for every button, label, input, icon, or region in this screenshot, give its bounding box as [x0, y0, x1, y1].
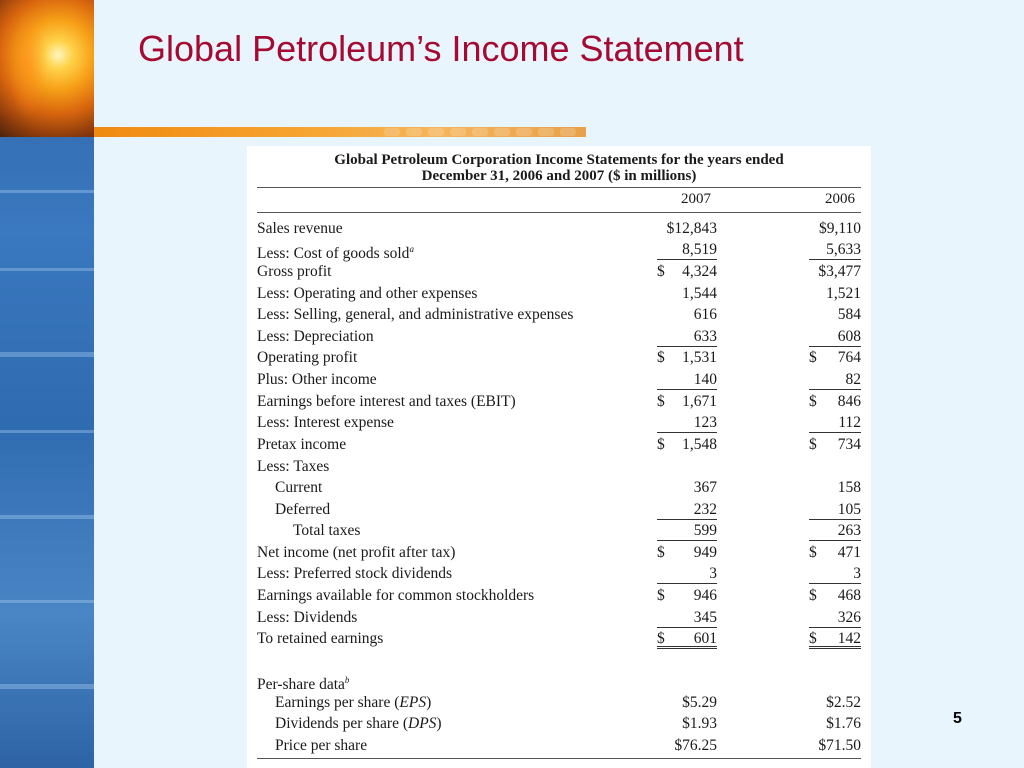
column-header-2007: 2007: [681, 191, 711, 207]
currency-sign: $: [809, 630, 817, 647]
value-2006: [809, 261, 861, 282]
statement-row: [247, 369, 871, 390]
cell-value: 3: [709, 565, 717, 582]
statement-row: [247, 283, 871, 304]
cell-value: $2.52: [826, 694, 861, 711]
statement-row: [247, 347, 871, 368]
row-label-text: To retained earnings: [257, 630, 384, 647]
cell-value: $5.29: [682, 694, 717, 711]
value-2006: [809, 670, 861, 691]
statement-row: [247, 628, 871, 649]
cell-value: 140: [693, 371, 717, 388]
value-2006: [809, 412, 861, 433]
row-label-text: Less: Taxes: [257, 458, 330, 475]
row-label-text: Total taxes: [293, 522, 361, 539]
row-label-text: Less: Operating and other expenses: [257, 285, 478, 302]
cell-value: 367: [693, 479, 717, 496]
value-2007: [657, 434, 717, 455]
cell-value: 1,521: [826, 285, 861, 302]
value-2006: [809, 520, 861, 541]
row-label-abbrev: DPS: [408, 715, 437, 732]
cell-value: 633: [693, 328, 717, 345]
cell-value: 345: [693, 609, 717, 626]
statement-row: [247, 391, 871, 412]
statement-row: [247, 585, 871, 606]
row-label-text: Earnings available for common stockholders: [257, 587, 535, 604]
row-label-text: Less: Interest expense: [257, 414, 394, 431]
statement-row: [247, 563, 871, 584]
row-label-text: Operating profit: [257, 349, 358, 366]
statement-row: [247, 670, 871, 694]
row-label-text: Less: Cost of goods sold: [257, 245, 410, 263]
value-2006: [809, 434, 861, 455]
currency-sign: $: [657, 349, 665, 366]
value-2007: [657, 520, 717, 541]
statement-row: [247, 326, 871, 347]
slide-title: Global Petroleum’s Income Statement: [138, 28, 744, 69]
cell-value: 946: [693, 587, 717, 604]
cell-value: 3: [853, 565, 861, 582]
cell-value: $9,110: [818, 220, 861, 237]
row-label: [257, 563, 452, 584]
value-2007: [657, 304, 717, 325]
statement-row: [247, 713, 871, 734]
row-label-text: Pretax income: [257, 436, 347, 453]
cell-value: 846: [837, 393, 861, 410]
statement-row: [247, 607, 871, 628]
statement-row: [247, 735, 871, 756]
cell-value: 584: [837, 306, 861, 323]
value-2006: [809, 563, 861, 584]
value-2007: [657, 239, 717, 260]
row-label-text: Less: Depreciation: [257, 328, 374, 345]
value-2006: [809, 499, 861, 520]
value-2006: [809, 304, 861, 325]
decorative-side-strip: [0, 0, 94, 768]
income-statement-panel: [247, 146, 871, 768]
currency-sign: $: [657, 436, 665, 453]
currency-sign: $: [657, 393, 665, 410]
row-label: [275, 692, 431, 713]
value-2006: [809, 713, 861, 734]
currency-sign: $: [657, 630, 665, 647]
currency-sign: $: [809, 544, 817, 561]
cell-value: $76.25: [674, 737, 717, 754]
cell-value: 232: [693, 501, 717, 518]
row-label: [257, 304, 573, 325]
row-label-text: Current: [275, 479, 323, 496]
row-label-text: Net income (net profit after tax): [257, 544, 456, 561]
cell-value: 4,324: [682, 263, 717, 280]
value-2007: [657, 218, 717, 239]
statement-row: [247, 692, 871, 713]
cell-value: 734: [837, 436, 861, 453]
cell-value: $1.76: [826, 715, 861, 732]
row-label-abbrev: EPS: [399, 694, 427, 711]
cell-value: 112: [838, 414, 861, 431]
row-label-text: Plus: Other income: [257, 371, 377, 388]
cell-value: 82: [845, 371, 861, 388]
cell-value: 263: [837, 522, 861, 539]
statement-row: [247, 239, 871, 263]
statement-row: [247, 542, 871, 563]
currency-sign: $: [809, 436, 817, 453]
cell-value: 616: [693, 306, 717, 323]
row-label: [257, 628, 383, 649]
value-2006: [809, 391, 861, 412]
row-label: [257, 607, 357, 628]
row-label: [257, 542, 455, 563]
cell-value: 601: [693, 630, 717, 647]
value-2006: [809, 735, 861, 756]
cell-value: 1,531: [682, 349, 717, 366]
statement-row: [247, 218, 871, 239]
header-rule: [257, 187, 861, 188]
value-2007: [657, 713, 717, 734]
footnote-marker: a: [409, 244, 414, 254]
cell-value: 105: [837, 501, 861, 518]
value-2007: [657, 283, 717, 304]
row-label: [257, 434, 346, 455]
statement-row: [247, 304, 871, 325]
row-label: [257, 456, 329, 477]
value-2007: [657, 499, 717, 520]
row-label: [257, 218, 343, 239]
statement-row: [247, 434, 871, 455]
value-2006: [809, 585, 861, 606]
row-label-text: Dividends per share (: [275, 715, 408, 732]
accent-bar: [94, 127, 586, 137]
cell-value: $1.93: [682, 715, 717, 732]
statement-row: [247, 261, 871, 282]
value-2006: [809, 218, 861, 239]
currency-sign: $: [809, 393, 817, 410]
value-2007: [657, 326, 717, 347]
value-2006: [809, 283, 861, 304]
value-2007: [657, 477, 717, 498]
statement-row: [247, 520, 871, 541]
value-2007: [657, 628, 717, 649]
row-label-text: Gross profit: [257, 263, 332, 280]
row-label-tail: ): [426, 694, 432, 711]
cell-value: 158: [837, 479, 861, 496]
sun-graphic: [0, 0, 94, 137]
value-2006: [809, 542, 861, 563]
value-2007: [657, 735, 717, 756]
row-label-text: Per-share data: [257, 676, 345, 694]
row-label: [275, 735, 367, 756]
row-label: [275, 499, 330, 520]
value-2006: [809, 607, 861, 628]
statement-title-line1: Global Petroleum Corporation Income Statements for the years ended: [334, 152, 784, 168]
row-label: [257, 585, 534, 606]
value-2006: [809, 326, 861, 347]
value-2007: [657, 391, 717, 412]
value-2007: [657, 456, 717, 477]
currency-sign: $: [809, 587, 817, 604]
value-2006: [809, 692, 861, 713]
statement-row: [247, 412, 871, 433]
currency-sign: $: [657, 263, 665, 280]
cell-value: 599: [693, 522, 717, 539]
cell-value: 142: [837, 630, 861, 647]
currency-sign: $: [657, 544, 665, 561]
cell-value: 1,548: [682, 436, 717, 453]
value-2007: [657, 261, 717, 282]
value-2007: [657, 412, 717, 433]
cell-value: 471: [837, 544, 861, 561]
row-label: [293, 520, 360, 541]
column-header-rule: [257, 212, 861, 213]
row-label: [257, 369, 377, 390]
footnote-marker: b: [344, 675, 350, 685]
value-2007: [657, 542, 717, 563]
row-label-text: Less: Dividends: [257, 609, 358, 626]
statement-title: [247, 152, 871, 184]
cell-value: 5,633: [826, 241, 861, 258]
row-label: [257, 326, 374, 347]
row-label-text: Deferred: [275, 501, 331, 518]
row-label: [275, 713, 442, 734]
cell-value: 608: [837, 328, 861, 345]
cell-value: $12,843: [666, 220, 717, 237]
value-2006: [809, 239, 861, 260]
statement-title-line2: December 31, 2006 and 2007 ($ in millions): [421, 168, 697, 184]
column-header-2006: 2006: [825, 191, 855, 207]
row-label: [257, 347, 357, 368]
value-2006: [809, 628, 861, 649]
cell-value: 326: [837, 609, 861, 626]
row-label: [275, 477, 322, 498]
value-2007: [657, 369, 717, 390]
row-label-text: Earnings before interest and taxes (EBIT): [257, 393, 516, 410]
value-2006: [809, 477, 861, 498]
statement-row: [247, 499, 871, 520]
cell-value: $3,477: [818, 263, 861, 280]
statement-row: [247, 477, 871, 498]
row-label-text: Less: Preferred stock dividends: [257, 565, 452, 582]
cell-value: 468: [837, 587, 861, 604]
value-2006: [809, 369, 861, 390]
bottom-rule: [257, 758, 861, 759]
row-label-tail: ): [436, 715, 442, 732]
value-2007: [657, 585, 717, 606]
row-label: [257, 412, 394, 433]
value-2007: [657, 692, 717, 713]
value-2006: [809, 456, 861, 477]
value-2006: [809, 347, 861, 368]
cell-value: 1,544: [682, 285, 717, 302]
value-2007: [657, 670, 717, 691]
row-label-text: Less: Selling, general, and administrative expenses: [257, 306, 574, 323]
cell-value: 123: [693, 414, 717, 431]
value-2007: [657, 607, 717, 628]
value-2007: [657, 563, 717, 584]
statement-row: [247, 456, 871, 477]
cell-value: 764: [837, 349, 861, 366]
currency-sign: $: [657, 587, 665, 604]
row-label-text: Sales revenue: [257, 220, 343, 237]
row-label: [257, 283, 477, 304]
row-label-text: Price per share: [275, 737, 368, 754]
row-label: [257, 391, 516, 412]
row-label: [257, 261, 331, 282]
cell-value: 949: [693, 544, 717, 561]
currency-sign: $: [809, 349, 817, 366]
cell-value: 1,671: [682, 393, 717, 410]
cell-value: 8,519: [682, 241, 717, 258]
cell-value: $71.50: [818, 737, 861, 754]
page-number: 5: [953, 710, 962, 727]
value-2007: [657, 347, 717, 368]
row-label-text: Earnings per share (: [275, 694, 400, 711]
